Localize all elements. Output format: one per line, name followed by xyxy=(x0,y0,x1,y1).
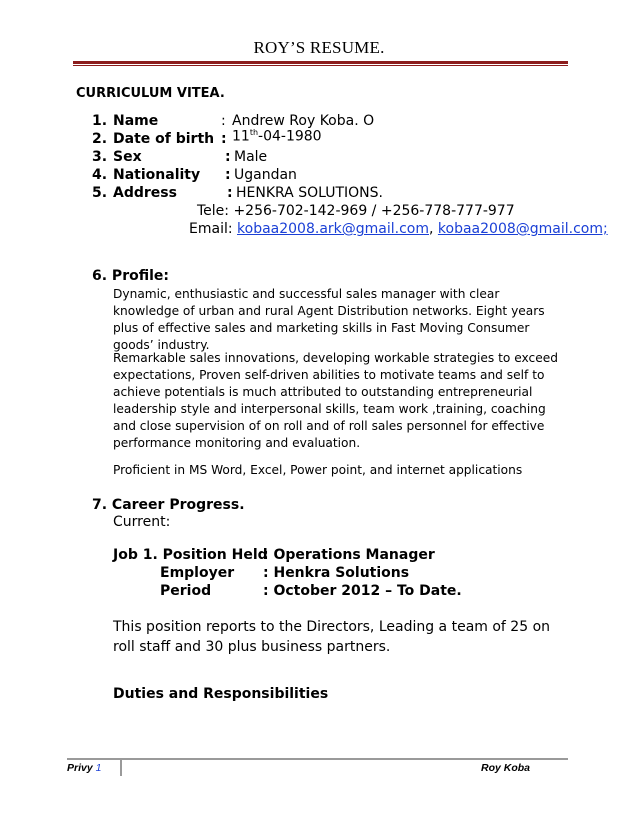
job-label: Job 1. Position Held xyxy=(113,547,268,563)
nationality-colon: : xyxy=(225,167,231,183)
email-link-1[interactable]: kobaa2008.ark@gmail.com xyxy=(237,221,429,237)
name-label: Name xyxy=(113,113,159,129)
profile-paragraph-2: Remarkable sales innovations, developing workable strategies to exceed expectations, Proven self-driven abilities to motivate teams and self to achieve potentials is much attributed to outstanding entrepreneurial leadership style and interpersonal skills, team work ,training, coaching and close supervision of on roll and of roll sales personnel for effective performance monitoring and evaluation. xyxy=(113,351,558,450)
nationality-label: Nationality xyxy=(113,167,201,183)
name-colon: : xyxy=(221,113,226,129)
dob-day: 11 xyxy=(232,128,250,145)
name-value: Andrew Roy Koba. O xyxy=(232,113,375,129)
dob-suffix: th xyxy=(249,128,259,137)
career-heading: 7. Career Progress. xyxy=(92,497,245,513)
sex-value: Male xyxy=(234,149,268,165)
profile-paragraph-1: Dynamic, enthusiastic and successful sales manager with clear knowledge of urban and rural Agent Distribution networks. Eight years plus of effective sales and marketing skills in Fast Moving Consumer goods’ industry. xyxy=(113,287,545,352)
employer-value: : Henkra Solutions xyxy=(263,565,410,581)
document-title: ROY’S RESUME. xyxy=(253,38,385,57)
footer-left xyxy=(67,762,101,774)
address-label: Address xyxy=(113,185,177,201)
page-number: 1 xyxy=(95,762,102,774)
footer-right: Roy Koba xyxy=(481,762,531,774)
address-value: HENKRA SOLUTIONS. xyxy=(236,185,383,201)
dob-rest: -04-1980 xyxy=(258,128,322,145)
period-value: : October 2012 – To Date. xyxy=(263,583,462,599)
email-separator: , xyxy=(429,221,438,237)
sex-label: Sex xyxy=(113,149,142,165)
item-num: 5. xyxy=(92,185,108,201)
sex-colon: : xyxy=(225,149,231,165)
dob-value xyxy=(232,128,322,145)
header-rule-thin xyxy=(73,65,568,66)
period-label: Period xyxy=(160,583,212,599)
dob-label: Date of birth xyxy=(113,131,215,147)
item-num: 2. xyxy=(92,131,108,147)
career-current: Current: xyxy=(113,514,171,530)
footer-divider xyxy=(120,760,122,776)
position-reports: This position reports to the Directors, Leading a team of 25 on roll staff and 30 plus business partners. xyxy=(113,619,551,655)
telephone: Tele: +256-702-142-969 / +256-778-777-977 xyxy=(197,203,515,219)
nationality-value: Ugandan xyxy=(234,167,297,183)
email-link-2[interactable]: kobaa2008@gmail.com; xyxy=(437,221,608,237)
cv-heading: CURRICULUM VITEA. xyxy=(76,86,225,101)
item-num: 4. xyxy=(92,167,108,183)
address-colon: : xyxy=(227,185,233,201)
header-rule xyxy=(73,61,568,64)
employer-label: Employer xyxy=(160,565,235,581)
footer-left-text: Privy xyxy=(67,762,93,774)
email-label: Email: xyxy=(189,221,238,237)
duties-heading: Duties and Responsibilities xyxy=(113,686,329,702)
dob-colon: : xyxy=(221,131,227,147)
item-num: 1. xyxy=(92,113,108,129)
footer-rule xyxy=(67,758,568,760)
item-num: 3. xyxy=(92,149,108,165)
profile-heading: 6. Profile: xyxy=(92,268,169,284)
email-line xyxy=(189,221,608,237)
profile-paragraph-3: Proficient in MS Word, Excel, Power point, and internet applications xyxy=(113,463,523,477)
job-value: : Operations Manager xyxy=(263,547,435,563)
